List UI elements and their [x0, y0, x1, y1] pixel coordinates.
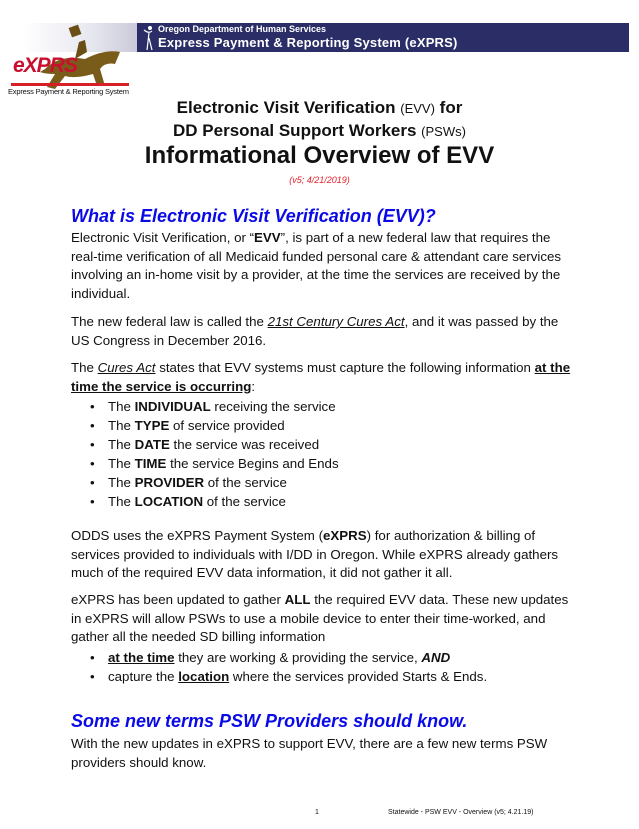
logo-wordmark: eXPRS — [13, 54, 77, 77]
text-bold: EVV — [254, 230, 281, 245]
version-label: (v5; 4/21/2019) — [289, 175, 350, 185]
cures-act-reference: 21st Century Cures Act — [267, 314, 405, 329]
paragraph-requirements — [71, 359, 571, 396]
text: , and it was passed by the US Congress in December 2016. — [71, 314, 559, 348]
title-abbrev: (EVV) — [400, 101, 435, 116]
text-emphasis: location — [178, 669, 230, 684]
paragraph-evv-definition — [71, 229, 571, 303]
text: Electronic Visit Verification, or “ — [71, 230, 255, 245]
required-info-list — [90, 397, 339, 511]
title-line-1 — [0, 98, 639, 118]
text: The new federal law is called the — [71, 314, 268, 329]
text: where the services provided Starts & Ends. — [229, 669, 488, 684]
list-item — [90, 492, 339, 511]
text-emphasis: at the time — [108, 650, 175, 665]
list-item — [90, 667, 487, 686]
text-bold: DATE — [134, 437, 170, 452]
list-item — [90, 416, 339, 435]
title-main: Electronic Visit Verification — [176, 98, 396, 117]
text: The — [108, 437, 135, 452]
dhs-figure-icon — [142, 24, 154, 51]
text-bold-italic: AND — [421, 650, 451, 665]
list-item — [90, 473, 339, 492]
title-end: for — [439, 98, 463, 117]
update-benefits-list — [90, 648, 487, 686]
title-main: DD Personal Support Workers — [173, 121, 417, 140]
text: of service provided — [169, 418, 285, 433]
text-bold: INDIVIDUAL — [134, 399, 211, 414]
list-item — [90, 397, 339, 416]
list-item — [90, 435, 339, 454]
text: the service was received — [169, 437, 320, 452]
text: ”, is part of a new federal law that requires the real-time verification of all Medicaid funded personal care & attendant care services involving an in-home visit by a provider, at the time the services are received by the individual. — [71, 230, 562, 301]
text: The — [108, 456, 135, 471]
paragraph-odds-exprs — [71, 527, 571, 583]
text: The — [108, 399, 135, 414]
text: ) for authorization & billing of services provided to individuals with I/DD in Oregon. While eXPRS already gathers much of the required EVV data information, it did not gather it all. — [71, 528, 559, 580]
text: The — [108, 418, 135, 433]
text: the required EVV data. These new updates in eXPRS will allow PSWs to use a mobile device to enter their time-worked, and gather all the needed SD billing information — [71, 592, 569, 644]
text: eXPRS has been updated to gather — [71, 592, 285, 607]
page-number: 1 — [315, 809, 319, 816]
text-bold: TYPE — [134, 418, 170, 433]
paragraph-cures-act — [71, 313, 571, 350]
text: The — [108, 475, 135, 490]
text-bold: LOCATION — [134, 494, 204, 509]
paragraph-new-terms: With the new updates in eXPRS to support EVV, there are a few new terms PSW providers should know. — [71, 736, 548, 770]
text-bold: ALL — [284, 592, 311, 607]
section-heading-new-terms: Some new terms PSW Providers should know. — [71, 711, 468, 731]
document-title: Informational Overview of EVV — [144, 142, 495, 169]
text: capture the — [108, 669, 179, 684]
agency-name: Oregon Department of Human Services — [158, 24, 327, 34]
list-item — [90, 454, 339, 473]
text: ODDS uses the eXPRS Payment System ( — [71, 528, 323, 543]
text: The — [108, 494, 135, 509]
logo-underline — [11, 83, 129, 86]
text-bold: PROVIDER — [134, 475, 205, 490]
logo-caption: Express Payment & Reporting System — [8, 87, 129, 96]
text: of the service — [204, 475, 287, 490]
text: : — [251, 378, 256, 394]
text: of the service — [203, 494, 286, 509]
paragraph-exprs-updates — [71, 591, 571, 647]
text: states that EVV systems must capture the following information — [155, 360, 535, 375]
footer-doc-label: Statewide - PSW EVV - Overview (v5; 4.21.19) — [388, 809, 534, 816]
title-line-2 — [0, 121, 639, 141]
text-emphasis: at the time the service is occurring — [71, 360, 571, 394]
text: The — [71, 360, 98, 375]
text-bold: eXPRS — [323, 528, 367, 543]
system-name: Express Payment & Reporting System (eXPRS) — [158, 35, 458, 50]
cures-act-reference: Cures Act — [97, 360, 156, 375]
text: they are working & providing the service, — [174, 650, 422, 665]
list-item — [90, 648, 487, 667]
text: the service Begins and Ends — [166, 456, 339, 471]
text-bold: TIME — [134, 456, 167, 471]
title-abbrev: (PSWs) — [421, 124, 466, 139]
text: receiving the service — [210, 399, 336, 414]
section-heading-evv: What is Electronic Visit Verification (EVV)? — [71, 206, 436, 226]
